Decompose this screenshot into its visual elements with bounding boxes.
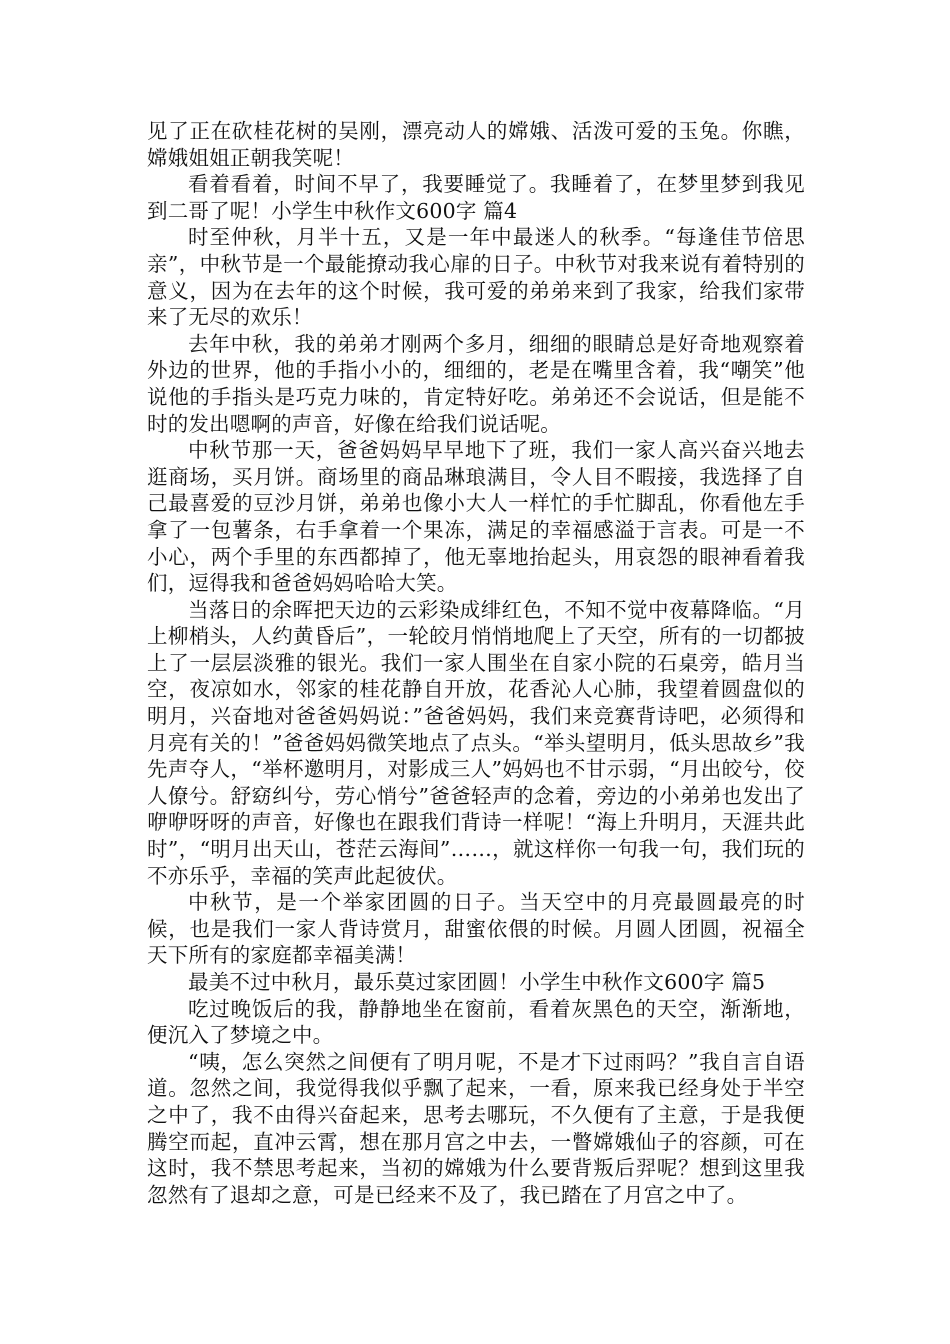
paragraph: 当落日的余晖把天边的云彩染成绯红色，不知不觉中夜幕降临。“月上柳梢头，人约黄昏后”，一轮皎月悄悄地爬上了天空，所有的一切都披上了一层层淡雅的银光。我们一家人围坐在自家小院的石桌旁，皓月当空，夜凉如水，邻家的桂花静自开放，花香沁人心肺，我望着圆盘似的明月，兴奋地对爸爸妈妈说：”爸爸妈妈，我们来竞赛背诗吧，必须得和月亮有关的！”爸爸妈妈微笑地点了点头。“举头望明月，低头思故乡”我先声夺人，“举杯邀明月，对影成三人”妈妈也不甘示弱，“月出皎兮，佼人僚兮。舒窈纠兮，劳心悄兮”爸爸轻声的念着，旁边的小弟弟也发出了咿咿呀呀的声音，好像也在跟我们背诗一样呢！“海上升明月，天涯共此时”，“明月出天山，苍茫云海间”……，就这样你一句我一句，我们玩的不亦乐乎，幸福的笑声此起彼伏。 [147, 597, 805, 888]
paragraph: 最美不过中秋月，最乐莫过家团圆！小学生中秋作文600字 篇5 [188, 970, 766, 994]
document-page [147, 118, 805, 1208]
paragraph: 中秋节那一天，爸爸妈妈早早地下了班，我们一家人高兴奋兴地去逛商场，买月饼。商场里的商品琳琅满目，令人目不暇接，我选择了自己最喜爱的豆沙月饼，弟弟也像小大人一样忙的手忙脚乱，你看他左手拿了一包薯条，右手拿着一个果冻，满足的幸福感溢于言表。可是一不小心，两个手里的东西都掉了，他无辜地抬起头，用哀怨的眼神看着我们，逗得我和爸爸妈妈哈哈大笑。 [147, 438, 805, 596]
paragraph: 中秋节，是一个举家团圆的日子。当天空中的月亮最圆最亮的时候，也是我们一家人背诗赏月，甜蜜依偎的时候。月圆人团圆，祝福全天下所有的家庭都幸福美满！ [147, 890, 805, 968]
paragraph: 看着看着，时间不早了，我要睡觉了。我睡着了，在梦里梦到我见到二哥了呢！小学生中秋作文600字 篇4 [147, 172, 805, 223]
paragraph: 去年中秋，我的弟弟才刚两个多月，细细的眼睛总是好奇地观察着外边的世界，他的手指小小的，细细的，老是在嘴里含着，我“嘲笑”他说他的手指头是巧克力味的，肯定特好吃。弟弟还不会说话，但是能不时的发出嗯啊的声音，好像在给我们说话呢。 [147, 331, 805, 436]
paragraph: 时至仲秋，月半十五，又是一年中最迷人的秋季。“每逢佳节倍思亲”，中秋节是一个最能撩动我心扉的日子。中秋节对我来说有着特别的意义，因为在去年的这个时候，我可爱的弟弟来到了我家，给我们家带来了无尽的欢乐！ [147, 225, 805, 330]
paragraph: “咦，怎么突然之间便有了明月呢，不是才下过雨吗？”我自言自语道。忽然之间，我觉得我似乎飘了起来，一看，原来我已经身处于半空之中了，我不由得兴奋起来，思考去哪玩，不久便有了主意，于是我便腾空而起，直冲云霄，想在那月宫之中去，一瞥嫦娥仙子的容颜，可在这时，我不禁思考起来，当初的嫦娥为什么要背叛后羿呢？想到这里我忽然有了退却之意，可是已经来不及了，我已踏在了月宫之中了。 [147, 1049, 805, 1207]
paragraph: 吃过晚饭后的我，静静地坐在窗前，看着灰黑色的天空，渐渐地，便沉入了梦境之中。 [147, 996, 805, 1048]
paragraph: 见了正在砍桂花树的吴刚，漂亮动人的嫦娥、活泼可爱的玉兔。你瞧，嫦娥姐姐正朝我笑呢！ [147, 119, 805, 170]
